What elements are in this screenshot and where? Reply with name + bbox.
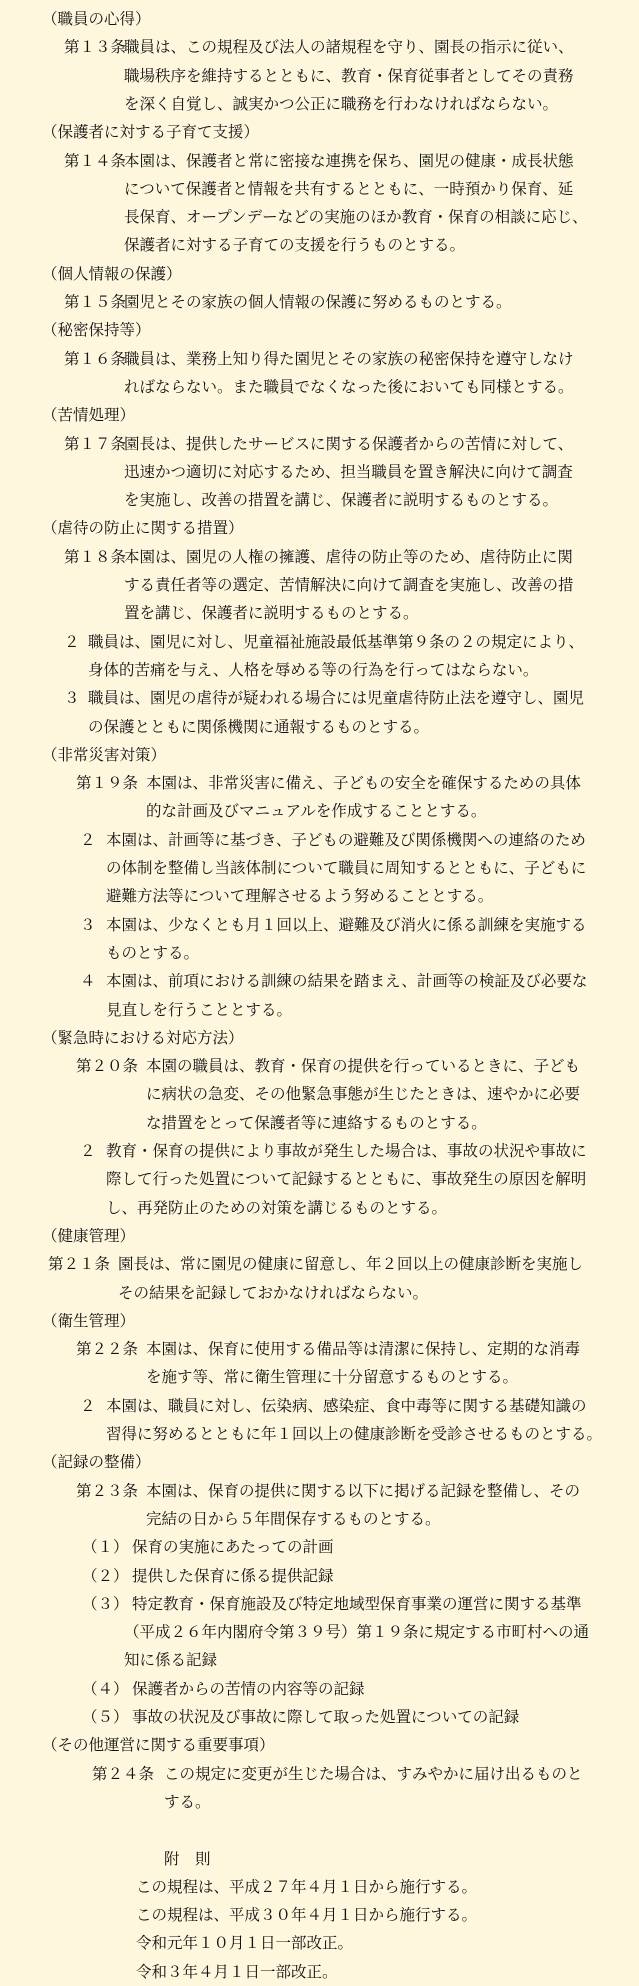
article-number: （１） (82, 1538, 129, 1557)
article-text: 本園の職員は、教育・保育の提供を行っているときに、子ども (146, 1057, 581, 1076)
article-number: 第１７条 (64, 434, 127, 453)
article-text: 本園は、職員に対し、伝染病、感染症、食中毒等に関する基礎知識の (106, 1396, 587, 1415)
article-number: 第２４条 (92, 1764, 155, 1783)
article-number: ３ (64, 689, 80, 708)
article-text: 園長は、常に園児の健康に留意し、年２回以上の健康診断を実施し (118, 1255, 584, 1274)
section-heading: （虐待の防止に関する措置） (42, 519, 244, 538)
article-number: （３） (82, 1594, 129, 1613)
article-text: ものとする。 (106, 943, 200, 962)
section-heading: （記録の整備） (42, 1453, 151, 1472)
article-text: 教育・保育の提供により事故が発生した場合は、事故の状況や事故に (106, 1142, 587, 1160)
section-heading: （個人情報の保護） (42, 264, 182, 283)
article-text: の保護とともに関係機関に通報するものとする。 (88, 717, 430, 736)
article-number: ２ (80, 830, 96, 849)
article-text: 本園は、保育の提供に関する以下に掲げる記録を整備し、その (146, 1481, 581, 1500)
article-text: する責任者等の選定、苦情解決に向けて調査を実施し、改善の措 (124, 576, 574, 594)
article-text: を実施し、改善の措置を講じ、保護者に説明するものとする。 (124, 491, 559, 510)
article-text: 完結の日から５年間保存するものとする。 (146, 1509, 441, 1528)
article-number: ２ (80, 1396, 96, 1415)
article-number: ２ (80, 1142, 96, 1160)
article-number: 第１４条 (64, 151, 127, 170)
article-text: 職員は、業務上知り得た園児とその家族の秘密保持を遵守しなけ (124, 349, 574, 368)
article-text: を施す等、常に衛生管理に十分留意するものとする。 (146, 1368, 519, 1387)
article-number: ２ (64, 632, 80, 651)
article-text: 事故の状況及び事故に際して取った処置についての記録 (132, 1708, 520, 1726)
section-heading: （衛生管理） (42, 1311, 136, 1330)
article-text: 本園は、前項における訓練の結果を踏まえ、計画等の検証及び必要な (106, 972, 588, 991)
article-text: な措置をとって保護者等に連絡するものとする。 (146, 1113, 487, 1132)
article-text: その結果を記録しておかなければならない。 (118, 1283, 429, 1302)
article-text: 本園は、園児の人権の擁護、虐待の防止等のため、虐待防止に関 (124, 547, 573, 566)
supplementary-line: 令和３年４月１日一部改正。 (136, 1962, 338, 1981)
article-number: （４） (82, 1679, 129, 1698)
article-number: 第１６条 (64, 349, 127, 368)
article-number: 第１８条 (64, 547, 127, 566)
article-number: ４ (80, 972, 96, 991)
article-text: 職場秩序を維持するとともに、教育・保育従事者としてその責務 (124, 66, 574, 85)
article-text: 園児とその家族の個人情報の保護に努めるものとする。 (124, 293, 512, 311)
section-heading: （職員の心得） (42, 10, 151, 28)
supplementary-line: 令和元年１０月１日一部改正。 (136, 1934, 354, 1953)
section-heading: （緊急時における対応方法） (42, 1028, 244, 1047)
article-text: 本園は、保育に使用する備品等は清潔に保持し、定期的な消毒 (146, 1340, 581, 1359)
article-text: （平成２６年内閣府令第３９号）第１９条に規定する市町村への通 (124, 1623, 590, 1642)
article-text: 保護者に対する子育ての支援を行うものとする。 (124, 236, 466, 255)
supplementary-line: この規程は、平成２７年４月１日から施行する。 (136, 1877, 478, 1896)
article-text: する。 (164, 1792, 211, 1811)
supplementary-heading: 附 則 (164, 1849, 211, 1868)
article-text: 保育の実施にあたっての計画 (132, 1538, 334, 1557)
article-text: 際して行った処置について記録するとともに、事故発生の原因を解明 (106, 1170, 587, 1189)
article-text: 本園は、計画等に基づき、子どもの避難及び関係機関への連絡のため (106, 830, 586, 849)
supplementary-line: この規程は、平成３０年４月１日から施行する。 (136, 1906, 478, 1925)
article-text: 見直しを行うこととする。 (106, 1000, 293, 1019)
article-text: 長保育、オープンデーなどの実施のほか教育・保育の相談に応じ、 (124, 208, 588, 227)
article-text: に病状の急変、その他緊急事態が生じたときは、速やかに必要 (146, 1085, 581, 1104)
article-number: 第１９条 (76, 774, 139, 793)
article-text: 本園は、保護者と常に密接な連携を保ち、園児の健康・成長状態 (124, 151, 574, 170)
article-text: し、再発防止のための対策を講じるものとする。 (106, 1198, 448, 1217)
article-text: 職員は、園児の虐待が疑われる場合には児童虐待防止法を遵守し、園児 (88, 689, 585, 708)
article-number: （５） (82, 1708, 129, 1726)
article-text: ればならない。また職員でなくなった後においても同様とする。 (124, 377, 574, 396)
article-text: 提供した保育に係る提供記録 (132, 1566, 334, 1585)
section-heading: （健康管理） (42, 1226, 136, 1245)
section-heading: （保護者に対する子育て支援） (42, 123, 260, 142)
article-number: 第２２条 (76, 1340, 139, 1359)
section-heading: （苦情処理） (42, 406, 136, 425)
section-heading: （その他運営に関する重要事項） (42, 1736, 275, 1755)
article-text: 特定教育・保育施設及び特定地域型保育事業の運営に関する基準 (132, 1594, 582, 1613)
article-number: 第２０条 (76, 1057, 139, 1076)
article-text: 職員は、この規程及び法人の諸規程を守り、園長の指示に従い、 (124, 38, 574, 57)
section-heading: （非常災害対策） (42, 745, 167, 764)
article-text: 避難方法等について理解させるよう努めることとする。 (106, 887, 494, 906)
article-text: 保護者からの苦情の内容等の記録 (132, 1679, 365, 1698)
article-text: 置を講じ、保護者に説明するものとする。 (124, 604, 419, 623)
article-text: 知に係る記録 (124, 1651, 218, 1670)
article-text: 園長は、提供したサービスに関する保護者からの苦情に対して、 (124, 434, 574, 453)
article-number: 第１３条 (64, 38, 127, 57)
article-text: 本園は、非常災害に備え、子どもの安全を確保するための具体 (146, 774, 581, 793)
article-text: 本園は、少なくとも月１回以上、避難及び消火に係る訓練を実施する (106, 915, 587, 934)
article-number: ３ (80, 915, 96, 934)
article-number: （２） (82, 1566, 129, 1585)
section-heading: （秘密保持等） (42, 321, 151, 340)
article-text: 身体的苦痛を与え、人格を辱める等の行為を行ってはならない。 (88, 660, 539, 679)
article-text: 迅速かつ適切に対応するため、担当職員を置き解決に向けて調査 (124, 462, 573, 481)
article-text: 的な計画及びマニュアルを作成することとする。 (146, 802, 487, 821)
article-number: 第２３条 (76, 1481, 139, 1500)
article-text: この規定に変更が生じた場合は、すみやかに届け出るものと (164, 1764, 583, 1783)
article-text: の体制を整備し当該体制について職員に周知するとともに、子どもに (106, 859, 587, 877)
article-number: 第１５条 (64, 293, 127, 311)
article-number: 第２１条 (48, 1255, 111, 1274)
article-text: 習得に努めるとともに年１回以上の健康診断を受診させるものとする。 (106, 1425, 603, 1443)
article-text: を深く自覚し、誠実かつ公正に職務を行わなければならない。 (124, 94, 559, 113)
article-text: 職員は、園児に対し、児童福祉施設最低基準第９条の２の規定により、 (88, 632, 585, 651)
article-text: について保護者と情報を共有するとともに、一時預かり保育、延 (124, 179, 574, 198)
